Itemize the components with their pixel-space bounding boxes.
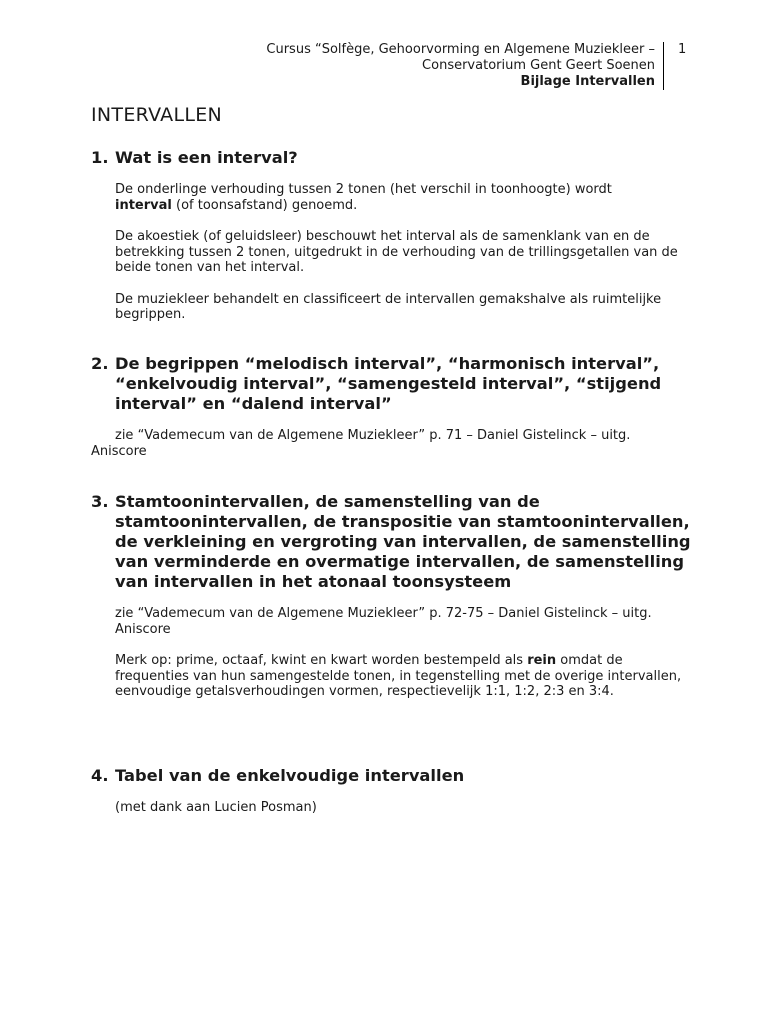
section-1-paragraph-3: De muziekleer behandelt en classificeert de intervallen gemakshalve als ruimtelijke begrippen. <box>115 291 662 322</box>
bold-term: interval <box>115 197 172 213</box>
section-1-paragraph-1 <box>115 182 683 213</box>
section-2 <box>91 354 691 459</box>
section-1 <box>91 148 691 323</box>
section-4-paragraph-1: (met dank aan Lucien Posman) <box>115 800 317 815</box>
page-number: 1 <box>678 42 687 57</box>
section-3-number: 3. <box>91 492 109 511</box>
section-1-paragraph-2: De akoestiek (of geluidsleer) beschouwt het interval als de samenklank van en de betrekking tussen 2 tonen, uitgedrukt in de verhouding van de trillingsgetallen van de beide tonen van het interval. <box>115 229 678 275</box>
section-2-heading <box>91 354 691 414</box>
bold-term: rein <box>527 653 557 668</box>
section-4-heading <box>91 766 691 786</box>
section-2-number: 2. <box>91 354 109 373</box>
paragraph-text: De onderlinge verhouding tussen 2 tonen (het verschil in toonhoogte) wordt <box>115 182 612 197</box>
section-3-title: Stamtoonintervallen, de samenstelling van de stamtoonintervallen, de transpositie van stamtoonintervallen, de verkleining en vergroting van intervallen, de samenstelling van verminderde en overmatige intervallen, de samenstelling van intervallen in het atonaal toonsysteem <box>115 492 691 591</box>
section-4-title: Tabel van de enkelvoudige intervallen <box>115 766 465 785</box>
header-course: Cursus “Solfège, Gehoorvorming en Algemene Muziekleer – <box>266 42 655 57</box>
section-2-paragraph-1: zie “Vademecum van de Algemene Muziekleer” p. 71 – Daniel Gistelinck – uitg. Aniscore <box>91 428 631 459</box>
paragraph-text: (of toonsafstand) genoemd. <box>171 197 358 213</box>
header-institution: Conservatorium Gent Geert Soenen <box>422 58 655 73</box>
section-3-paragraph-2 <box>115 653 683 700</box>
section-4-number: 4. <box>91 766 109 785</box>
paragraph-text: Merk op: prime, octaaf, kwint en kwart worden bestempeld als <box>115 653 528 668</box>
section-1-title: Wat is een interval? <box>115 148 298 167</box>
section-1-heading <box>91 148 691 168</box>
section-1-number: 1. <box>91 148 109 167</box>
section-3-paragraph-1: zie “Vademecum van de Algemene Muziekleer” p. 72-75 – Daniel Gistelinck – uitg. Aniscore <box>115 606 652 637</box>
page-header <box>266 42 664 90</box>
section-4 <box>91 766 691 816</box>
header-appendix: Bijlage Intervallen <box>520 74 655 89</box>
paragraph-text: omdat de frequenties van hun samengestelde tonen, in tegenstelling met de overige intervallen, eenvoudige getalsverhoudingen vormen, respectievelijk 1:1, 1:2, 2:3 en 3:4. <box>115 653 682 699</box>
section-3-heading <box>91 492 691 592</box>
document-title: INTERVALLEN <box>91 104 223 126</box>
section-2-title: De begrippen “melodisch interval”, “harmonisch interval”, “enkelvoudig interval”, “samengesteld interval”, “stijgend interval” en “dalend interval” <box>115 354 662 413</box>
section-3 <box>91 492 691 700</box>
